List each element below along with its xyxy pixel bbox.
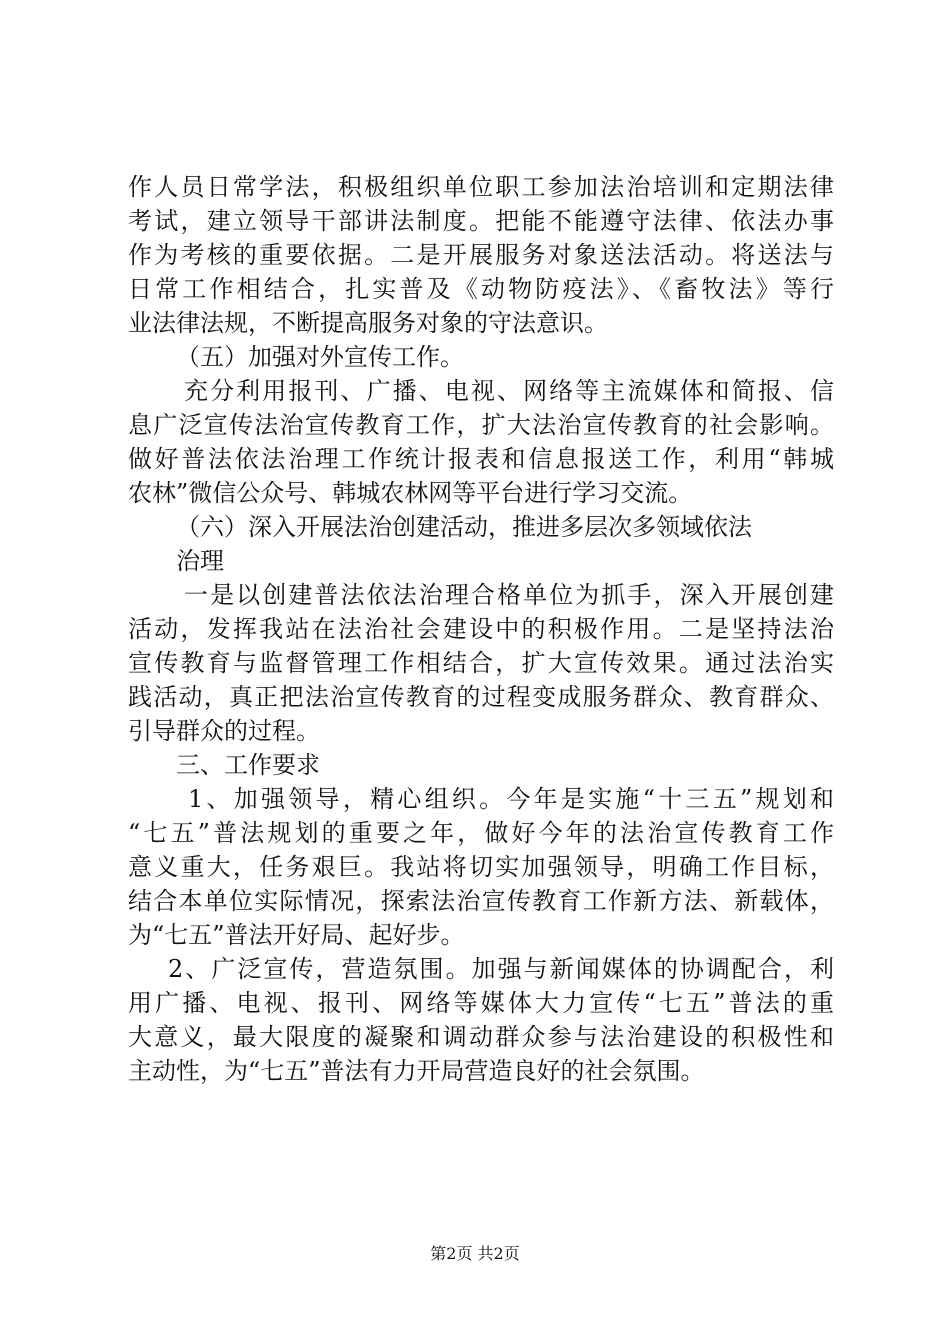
text-line: 农林”微信公众号、韩城农林网等平台进行学习交流。 bbox=[128, 479, 693, 507]
document-body bbox=[128, 170, 834, 1088]
text-line: 活动，发挥我站在法治社会建设中的积极作用。二是坚持法治 bbox=[128, 615, 834, 643]
text-line: 作为考核的重要依据。二是开展服务对象送法活动。将送法与 bbox=[128, 241, 834, 269]
text-line: 考试，建立领导干部讲法制度。把能不能遵守法律、依法办事 bbox=[128, 207, 834, 235]
text-line: 结合本单位实际情况，探索法治宣传教育工作新方法、新载体， bbox=[128, 887, 834, 915]
section-heading-3: 三、工作要求 bbox=[176, 751, 320, 779]
section-heading-5: （五）加强对外宣传工作。 bbox=[176, 343, 464, 371]
text-line: 一是以创建普法依法治理合格单位为抓手，深入开展创建 bbox=[184, 581, 834, 609]
text-line: 大意义，最大限度的凝聚和调动群众参与法治建设的积极性和 bbox=[128, 1023, 834, 1051]
text-line: 日常工作相结合，扎实普及《动物防疫法》、《畜牧法》等行 bbox=[128, 275, 834, 303]
text-line: 作人员日常学法，积极组织单位职工参加法治培训和定期法律 bbox=[128, 173, 834, 201]
text-line: 做好普法依法治理工作统计报表和信息报送工作，利用“韩城 bbox=[128, 445, 834, 473]
text-line: 引导群众的过程。 bbox=[128, 717, 320, 745]
text-line: 为“七五”普法开好局、起好步。 bbox=[128, 921, 465, 949]
text-line: 主动性，为“七五”普法有力开局营造良好的社会氛围。 bbox=[128, 1057, 705, 1085]
text-line: 意义重大，任务艰巨。我站将切实加强领导，明确工作目标， bbox=[128, 853, 834, 881]
text-line: 2、广泛宣传，营造氛围。加强与新闻媒体的协调配合，利 bbox=[168, 955, 834, 983]
section-heading-6: （六）深入开展法治创建活动，推进多层次多领域依法 bbox=[176, 513, 752, 541]
section-heading-6-cont: 治理 bbox=[176, 547, 224, 575]
text-line: “七五”普法规划的重要之年，做好今年的法治宣传教育工作 bbox=[128, 819, 834, 847]
text-line: 践活动，真正把法治宣传教育的过程变成服务群众、教育群众、 bbox=[128, 683, 834, 711]
text-line: 用广播、电视、报刊、网络等媒体大力宣传“七五”普法的重 bbox=[128, 989, 834, 1017]
text-line: 1、加强领导，精心组织。今年是实施“十三五”规划和 bbox=[188, 785, 834, 813]
text-line: 业法律法规，不断提高服务对象的守法意识。 bbox=[128, 309, 608, 337]
page-number-footer: 第2页 共2页 bbox=[430, 1244, 520, 1263]
text-line: 息广泛宣传法治宣传教育工作，扩大法治宣传教育的社会影响。 bbox=[128, 411, 834, 439]
text-line: 宣传教育与监督管理工作相结合，扩大宣传效果。通过法治实 bbox=[128, 649, 834, 677]
text-line: 充分利用报刊、广播、电视、网络等主流媒体和简报、信 bbox=[184, 377, 834, 405]
